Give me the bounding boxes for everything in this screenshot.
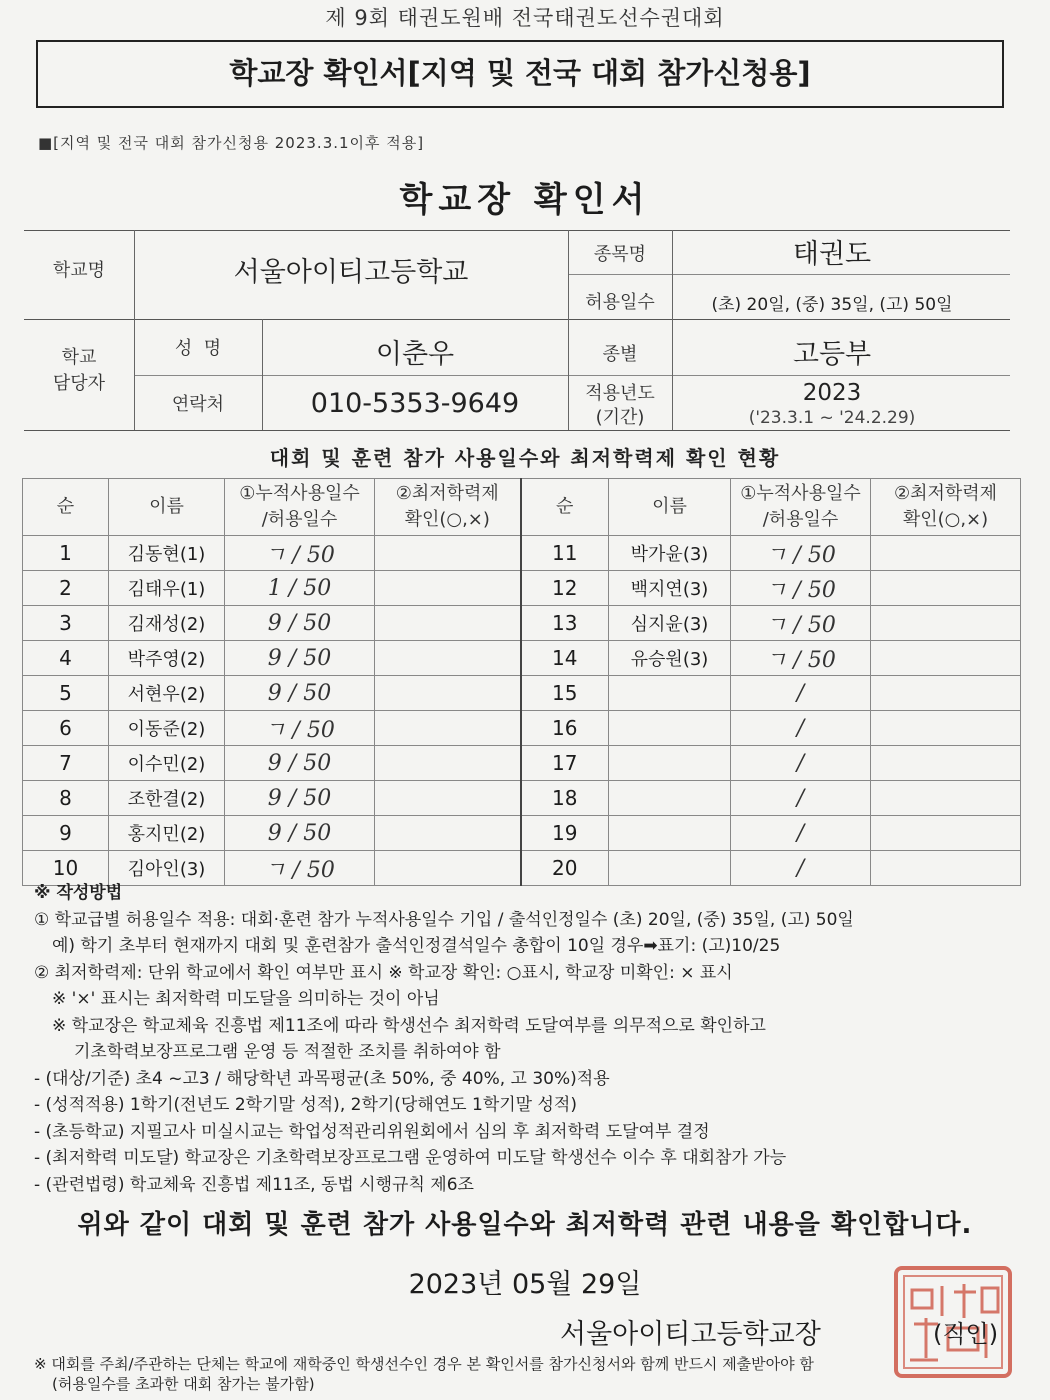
row-days: 1 / 50 — [225, 571, 375, 606]
row-no: 16 — [521, 711, 609, 746]
row-check — [375, 641, 521, 676]
row-no: 7 — [23, 746, 109, 781]
row-days: ㄱ / 50 — [731, 571, 871, 606]
note-1-example: 예) 학기 초부터 현재까지 대회 및 훈련참가 출석인정결석일수 총합이 10일 경우➡표기: (고)10/25 — [52, 936, 781, 956]
note-detail-5: - (관련법령) 학교체육 진흥법 제11조, 동법 시행규칙 제6조 — [34, 1174, 474, 1195]
school-value: 서울아이티고등학교 — [233, 257, 469, 288]
row-no: 12 — [521, 571, 609, 606]
note-2: ② 최저학력제: 단위 학교에서 확인 여부만 표시 ※ 학교장 확인: ○표시, 학교장 미확인: × 표시 — [34, 962, 733, 983]
division-value: 고등부 — [792, 339, 872, 370]
table-row — [23, 816, 1021, 851]
note-detail-2: - (성적적용) 1학기(전년도 2학기말 성적), 2학기(당해연도 1학기말 성적) — [34, 1095, 577, 1115]
manager-label-line1: 학교 — [61, 347, 97, 368]
row-name: 백지연(3) — [609, 571, 731, 606]
header-days-2-line2: /허용일수 — [762, 509, 839, 530]
table-row — [23, 536, 1021, 571]
year-label-line2: (기간) — [595, 407, 645, 428]
school-label: 학교명 — [52, 260, 106, 281]
name-label: 성 명 — [174, 338, 222, 359]
table-row — [23, 746, 1021, 781]
contact-value: 010-5353-9649 — [310, 388, 520, 419]
header-no-2: 순 — [521, 479, 609, 536]
year-label-line1: 적용년도 — [585, 383, 655, 404]
notes-heading: ※ 작성방법 — [34, 883, 123, 903]
row-days: 9 / 50 — [225, 676, 375, 711]
row-name — [609, 711, 731, 746]
row-name — [609, 816, 731, 851]
header-days — [225, 479, 375, 536]
row-days: / — [731, 851, 871, 886]
applicability-note: ■[지역 및 전국 대회 참가신청용 2023.3.1이후 적용] — [38, 134, 425, 152]
row-name: 박가윤(3) — [609, 536, 731, 571]
row-days: 9 / 50 — [225, 641, 375, 676]
row-no: 10 — [23, 851, 109, 886]
row-name: 유승원(3) — [609, 641, 731, 676]
allowed-days-label: 허용일수 — [585, 292, 655, 313]
top-caption: 제 9회 태권도원배 전국태권도선수권대회 — [325, 6, 725, 30]
row-check — [871, 536, 1021, 571]
status-section-title: 대회 및 훈련 참가 사용일수와 최저학력제 확인 현황 — [269, 446, 781, 470]
row-check — [871, 781, 1021, 816]
row-check — [375, 746, 521, 781]
row-days: 9 / 50 — [225, 746, 375, 781]
row-check — [375, 781, 521, 816]
row-name: 김동현(1) — [109, 536, 225, 571]
row-no: 19 — [521, 816, 609, 851]
row-days: ㄱ / 50 — [225, 536, 375, 571]
header-check-2 — [871, 479, 1021, 536]
row-days: ㄱ / 50 — [731, 536, 871, 571]
row-check — [375, 711, 521, 746]
row-days: / — [731, 711, 871, 746]
row-days: ㄱ / 50 — [225, 711, 375, 746]
row-no: 3 — [23, 606, 109, 641]
row-check — [375, 816, 521, 851]
row-name: 서현우(2) — [109, 676, 225, 711]
row-name: 김재성(2) — [109, 606, 225, 641]
row-check — [375, 676, 521, 711]
row-no: 13 — [521, 606, 609, 641]
row-no: 1 — [23, 536, 109, 571]
row-days: 9 / 50 — [225, 781, 375, 816]
row-no: 20 — [521, 851, 609, 886]
note-2-b: ※ 학교장은 학교체육 진흥법 제11조에 따라 학생선수 최저학력 도달여부를 의무적으로 확인하고 — [52, 1015, 766, 1036]
table-row — [23, 606, 1021, 641]
row-days: 9 / 50 — [225, 816, 375, 851]
row-check — [871, 746, 1021, 781]
row-name: 홍지민(2) — [109, 816, 225, 851]
row-check — [871, 816, 1021, 851]
table-row — [23, 571, 1021, 606]
row-name — [609, 781, 731, 816]
page-title: 학교장 확인서 — [399, 180, 651, 220]
table-row — [23, 711, 1021, 746]
contact-label: 연락처 — [171, 394, 225, 415]
seal-mark: (직인) — [933, 1320, 999, 1348]
row-days: ㄱ / 50 — [225, 851, 375, 886]
header-no: 순 — [23, 479, 109, 536]
confirmation-statement: 위와 같이 대회 및 훈련 참가 사용일수와 최저학력 관련 내용을 확인합니다. — [77, 1210, 973, 1240]
note-2-b-cont: 기초학력보장프로그램 운영 등 적절한 조치를 취하여야 함 — [74, 1042, 501, 1062]
row-name — [609, 676, 731, 711]
header-days-2-line1: ①누적사용일수 — [740, 483, 861, 504]
row-name: 박주영(2) — [109, 641, 225, 676]
row-name — [609, 746, 731, 781]
header-check — [375, 479, 521, 536]
allowed-days-value: (초) 20일, (중) 35일, (고) 50일 — [711, 295, 953, 315]
row-no: 14 — [521, 641, 609, 676]
row-days: / — [731, 781, 871, 816]
division-label: 종별 — [602, 344, 638, 365]
table-row — [23, 676, 1021, 711]
year-value: 2023 — [802, 380, 862, 406]
header-check-line2: 확인(○,×) — [404, 509, 490, 530]
row-no: 8 — [23, 781, 109, 816]
manager-label — [24, 345, 134, 397]
row-days: / — [731, 676, 871, 711]
row-no: 17 — [521, 746, 609, 781]
row-name: 김태우(1) — [109, 571, 225, 606]
row-check — [375, 536, 521, 571]
footnote-line1: ※ 대회를 주최/주관하는 단체는 학교에 재학중인 학생선수인 경우 본 확인서를 참가신청서와 함께 반드시 제출받아야 함 — [34, 1355, 814, 1373]
row-check — [871, 711, 1021, 746]
manager-label-line2: 담당자 — [52, 373, 106, 394]
event-label: 종목명 — [593, 244, 647, 265]
footnote-line2: (허용일수를 초과한 대회 참가는 불가함) — [52, 1375, 315, 1393]
row-no: 4 — [23, 641, 109, 676]
row-name: 이동준(2) — [109, 711, 225, 746]
manager-name-value: 이춘우 — [375, 339, 455, 370]
row-no: 9 — [23, 816, 109, 851]
table-header-row — [23, 479, 1021, 536]
header-days-2 — [731, 479, 871, 536]
row-check — [871, 676, 1021, 711]
note-detail-3: - (초등학교) 지필고사 미실시교는 학업성적관리위원회에서 심의 후 최저학력 도달여부 결정 — [34, 1121, 710, 1142]
row-no: 2 — [23, 571, 109, 606]
event-value: 태권도 — [792, 239, 872, 270]
row-check — [871, 606, 1021, 641]
row-days: ㄱ / 50 — [731, 641, 871, 676]
status-table — [22, 478, 1021, 886]
row-check — [375, 571, 521, 606]
row-check — [871, 641, 1021, 676]
document-date: 2023년 05월 29일 — [408, 1269, 642, 1300]
row-days: / — [731, 816, 871, 851]
footnote — [34, 1354, 1024, 1394]
table-row — [23, 781, 1021, 816]
header-check-2-line2: 확인(○,×) — [902, 509, 989, 530]
note-1: ① 학교급별 허용일수 적용: 대회·훈련 참가 누적사용일수 기입 / 출석인정일수 (초) 20일, (중) 35일, (고) 50일 — [34, 909, 854, 930]
row-no: 15 — [521, 676, 609, 711]
row-days: ㄱ / 50 — [731, 606, 871, 641]
year-label — [568, 382, 672, 430]
header-days-line1: ①누적사용일수 — [239, 483, 360, 504]
year-period: ('23.3.1 ~ '24.2.29) — [748, 408, 916, 428]
banner-title: 학교장 확인서[지역 및 전국 대회 참가신청용] — [36, 40, 1004, 108]
row-no: 5 — [23, 676, 109, 711]
header-check-2-line1: ②최저학력제 — [893, 483, 998, 504]
row-name: 김아인(3) — [109, 851, 225, 886]
writing-instructions — [34, 880, 1024, 1198]
row-name: 조한결(2) — [109, 781, 225, 816]
row-check — [375, 606, 521, 641]
note-detail-4: - (최저학력 미도달) 학교장은 기초학력보장프로그램 운영하여 미도달 학생선수 이수 후 대회참가 가능 — [34, 1148, 787, 1168]
row-check — [871, 571, 1021, 606]
principal-signature-name: 서울아이티고등학교장 — [560, 1319, 821, 1350]
note-detail-1: - (대상/기준) 초4 ~고3 / 해당학년 과목평균(초 50%, 중 40%, 고 30%)적용 — [34, 1068, 610, 1089]
note-2-a: ※ '×' 표시는 최저학력 미도달을 의미하는 것이 아님 — [52, 989, 440, 1009]
row-no: 6 — [23, 711, 109, 746]
table-row — [23, 641, 1021, 676]
row-no: 11 — [521, 536, 609, 571]
header-name: 이름 — [109, 479, 225, 536]
header-days-line2: /허용일수 — [261, 509, 338, 530]
row-days: / — [731, 746, 871, 781]
row-name: 심지윤(3) — [609, 606, 731, 641]
row-days: 9 / 50 — [225, 606, 375, 641]
header-name-2: 이름 — [609, 479, 731, 536]
row-no: 18 — [521, 781, 609, 816]
header-check-line1: ②최저학력제 — [395, 483, 499, 504]
row-name: 이수민(2) — [109, 746, 225, 781]
